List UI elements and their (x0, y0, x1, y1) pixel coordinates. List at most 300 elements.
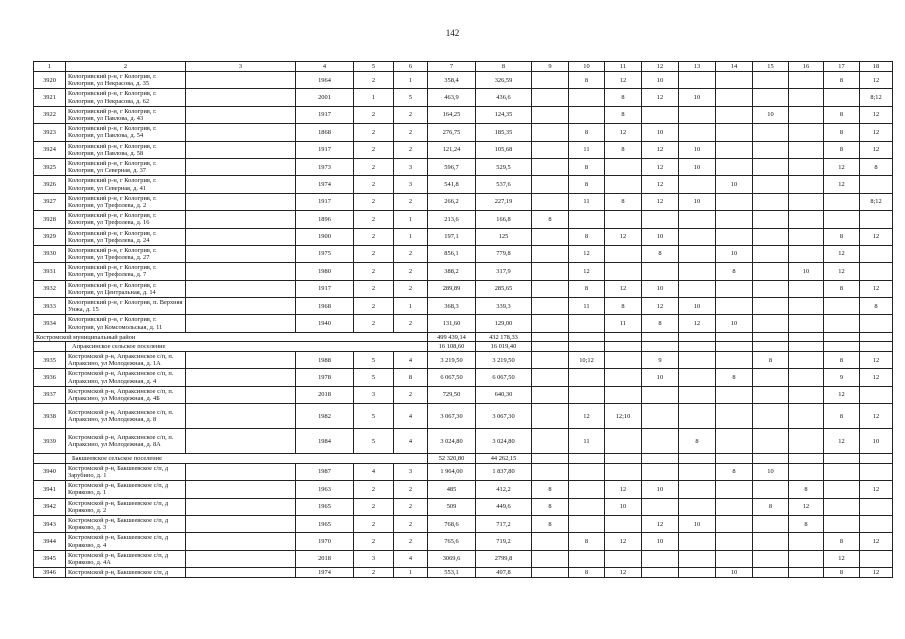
cell-c15 (753, 158, 789, 175)
cell-c12: 10 (642, 533, 679, 550)
row-number: 3935 (34, 352, 66, 369)
cell-floors: 2 (354, 280, 394, 297)
section-total-area: 16 108,60 (428, 342, 476, 352)
cell-c18: 8 (860, 298, 893, 315)
cell-c13: 8 (679, 429, 716, 454)
cell-c11: 12 (605, 72, 642, 89)
cell-c11 (605, 158, 642, 175)
cell-c18: 12 (860, 106, 893, 123)
cell-living: 339,3 (476, 298, 532, 315)
cell-c15 (753, 211, 789, 228)
empty-cell (186, 515, 296, 532)
table-row (34, 263, 893, 280)
cell-c16 (789, 568, 824, 578)
cell-c15 (753, 176, 789, 193)
cell-c12: 12 (642, 141, 679, 158)
empty-cell (532, 332, 569, 342)
cell-c15: 10 (753, 106, 789, 123)
cell-floors: 2 (354, 141, 394, 158)
cell-living: 6 067,50 (476, 369, 532, 386)
column-number: 16 (789, 62, 824, 72)
table-row (34, 89, 893, 106)
row-number: 3925 (34, 158, 66, 175)
cell-c18 (860, 498, 893, 515)
table-row (34, 72, 893, 89)
cell-c9 (532, 463, 569, 480)
cell-area: 541,8 (428, 176, 476, 193)
cell-c15 (753, 369, 789, 386)
cell-c15 (753, 263, 789, 280)
cell-entr: 1 (394, 568, 428, 578)
cell-living: 449,6 (476, 498, 532, 515)
cell-floors: 2 (354, 533, 394, 550)
address-cell: Костромской р-н, Бакшеевское с/п, д Зарубино, д. 1 (66, 463, 186, 480)
cell-year: 1900 (296, 228, 354, 245)
cell-c15 (753, 315, 789, 332)
cell-c14: 10 (716, 176, 753, 193)
cell-c10 (569, 106, 605, 123)
cell-c11 (605, 245, 642, 262)
cell-c14 (716, 89, 753, 106)
cell-c18: 12 (860, 141, 893, 158)
table-row (34, 176, 893, 193)
column-number: 7 (428, 62, 476, 72)
cell-c9 (532, 89, 569, 106)
cell-living: 412,2 (476, 481, 532, 498)
cell-c14 (716, 404, 753, 429)
row-number: 3927 (34, 193, 66, 210)
cell-c9 (532, 369, 569, 386)
cell-c17 (824, 211, 860, 228)
row-number: 3939 (34, 429, 66, 454)
cell-c17 (824, 498, 860, 515)
cell-c9 (532, 533, 569, 550)
cell-c14 (716, 106, 753, 123)
cell-c10: 8 (569, 72, 605, 89)
cell-c18 (860, 315, 893, 332)
empty-cell (186, 386, 296, 403)
cell-c16 (789, 141, 824, 158)
cell-c13 (679, 404, 716, 429)
cell-c17: 8 (824, 280, 860, 297)
section-row (34, 332, 893, 342)
cell-c10 (569, 211, 605, 228)
cell-entr: 3 (394, 158, 428, 175)
cell-c14 (716, 533, 753, 550)
section-row (34, 454, 893, 464)
row-number: 3932 (34, 280, 66, 297)
cell-year: 1970 (296, 533, 354, 550)
row-number: 3937 (34, 386, 66, 403)
cell-entr: 4 (394, 429, 428, 454)
cell-c11 (605, 463, 642, 480)
cell-c10 (569, 89, 605, 106)
cell-c18: 12 (860, 533, 893, 550)
cell-c16 (789, 106, 824, 123)
table-row (34, 463, 893, 480)
cell-c15 (753, 550, 789, 567)
cell-floors: 5 (354, 404, 394, 429)
cell-year: 1940 (296, 315, 354, 332)
cell-floors: 2 (354, 193, 394, 210)
row-number: 3923 (34, 124, 66, 141)
cell-c15: 8 (753, 498, 789, 515)
row-number: 3940 (34, 463, 66, 480)
cell-c11 (605, 369, 642, 386)
address-cell: Кологривский р-н, г Кологрив, г. Кологрив, ул Центральная, д. 14 (66, 280, 186, 297)
address-cell: Кологривский р-н, г Кологрив, п. Верхняя Унжа, д. 15 (66, 298, 186, 315)
cell-c13: 10 (679, 141, 716, 158)
cell-living: 3 067,30 (476, 404, 532, 429)
cell-c18 (860, 386, 893, 403)
cell-c14 (716, 429, 753, 454)
cell-floors: 2 (354, 298, 394, 315)
cell-c17: 8 (824, 352, 860, 369)
cell-c12: 10 (642, 228, 679, 245)
cell-area: 3 067,30 (428, 404, 476, 429)
cell-c11 (605, 352, 642, 369)
cell-c17: 8 (824, 72, 860, 89)
cell-c16 (789, 315, 824, 332)
cell-year: 2018 (296, 550, 354, 567)
cell-c13 (679, 550, 716, 567)
column-number: 2 (66, 62, 186, 72)
cell-c17: 8 (824, 404, 860, 429)
address-cell: Кологривский р-н, г Кологрив, г. Кологрив, ул Павлова, д. 43 (66, 106, 186, 123)
cell-c10: 11 (569, 429, 605, 454)
cell-c18: 8;12 (860, 193, 893, 210)
cell-year: 1968 (296, 298, 354, 315)
cell-c12 (642, 263, 679, 280)
cell-c17 (824, 315, 860, 332)
cell-c15 (753, 280, 789, 297)
cell-c14 (716, 228, 753, 245)
cell-area: 266,2 (428, 193, 476, 210)
cell-c11: 12 (605, 228, 642, 245)
cell-c16 (789, 429, 824, 454)
cell-c12 (642, 463, 679, 480)
cell-c12 (642, 386, 679, 403)
cell-area: 368,3 (428, 298, 476, 315)
cell-year: 1974 (296, 176, 354, 193)
cell-c13 (679, 106, 716, 123)
cell-c16: 8 (789, 515, 824, 532)
empty-cell (679, 454, 716, 464)
cell-c13 (679, 245, 716, 262)
cell-c9 (532, 352, 569, 369)
cell-entr: 2 (394, 124, 428, 141)
column-number: 12 (642, 62, 679, 72)
cell-living: 129,00 (476, 315, 532, 332)
cell-c13 (679, 498, 716, 515)
address-cell: Кологривский р-н, г Кологрив, г. Кологрив, ул Павлова, д. 58 (66, 141, 186, 158)
cell-c14 (716, 280, 753, 297)
cell-c15 (753, 481, 789, 498)
empty-cell (186, 550, 296, 567)
empty-cell (753, 332, 789, 342)
empty-cell (824, 454, 860, 464)
empty-cell (716, 454, 753, 464)
cell-c12: 10 (642, 280, 679, 297)
table-row (34, 124, 893, 141)
empty-cell (860, 342, 893, 352)
empty-cell (679, 332, 716, 342)
cell-year: 1965 (296, 515, 354, 532)
cell-c10: 12 (569, 245, 605, 262)
column-number: 9 (532, 62, 569, 72)
cell-c15 (753, 533, 789, 550)
cell-entr: 2 (394, 498, 428, 515)
empty-cell (186, 245, 296, 262)
cell-entr: 2 (394, 106, 428, 123)
cell-entr: 3 (394, 176, 428, 193)
cell-year: 1973 (296, 158, 354, 175)
cell-c18: 10 (860, 429, 893, 454)
cell-c16 (789, 228, 824, 245)
cell-living: 124,35 (476, 106, 532, 123)
cell-c14: 8 (716, 369, 753, 386)
cell-living: 436,6 (476, 89, 532, 106)
table-row (34, 228, 893, 245)
empty-cell (605, 454, 642, 464)
address-cell: Кологривский р-н, г Кологрив, г. Кологрив, ул Трефолева, д. 24 (66, 228, 186, 245)
address-cell: Костромской р-н, Бакшеевское с/п, д Коряково, д. 4 (66, 533, 186, 550)
empty-cell (569, 332, 605, 342)
cell-c11: 8 (605, 298, 642, 315)
cell-year: 1975 (296, 245, 354, 262)
address-cell: Кологривский р-н, г Кологрив, г. Кологрив, ул Павлова, д. 54 (66, 124, 186, 141)
cell-c9 (532, 404, 569, 429)
cell-c13 (679, 124, 716, 141)
cell-floors: 2 (354, 176, 394, 193)
cell-living: 185,35 (476, 124, 532, 141)
cell-living: 1 837,80 (476, 463, 532, 480)
cell-c14 (716, 515, 753, 532)
empty-cell (186, 72, 296, 89)
row-number: 3945 (34, 550, 66, 567)
cell-c18: 12 (860, 481, 893, 498)
address-cell: Костромской р-н, Апраксинское с/п, п. Апраксино, ул Молодежная, д. 4Б (66, 386, 186, 403)
empty-cell (186, 568, 296, 578)
cell-c10 (569, 481, 605, 498)
table-row (34, 568, 893, 578)
cell-c11 (605, 263, 642, 280)
cell-floors: 2 (354, 315, 394, 332)
column-number: 8 (476, 62, 532, 72)
cell-c15 (753, 404, 789, 429)
empty-cell (753, 342, 789, 352)
empty-cell (186, 498, 296, 515)
cell-entr: 1 (394, 228, 428, 245)
column-number: 13 (679, 62, 716, 72)
cell-c17: 12 (824, 550, 860, 567)
cell-c10: 11 (569, 141, 605, 158)
cell-c15 (753, 245, 789, 262)
cell-c12: 8 (642, 245, 679, 262)
cell-c15 (753, 193, 789, 210)
table-row (34, 211, 893, 228)
empty-cell (824, 342, 860, 352)
cell-c9 (532, 568, 569, 578)
cell-entr: 8 (394, 369, 428, 386)
cell-c16 (789, 245, 824, 262)
address-cell: Кологривский р-н, г Кологрив, г. Кологрив, ул Комсомольская, д. 11 (66, 315, 186, 332)
cell-c12: 10 (642, 369, 679, 386)
cell-c14 (716, 124, 753, 141)
cell-year: 2018 (296, 386, 354, 403)
cell-c9 (532, 429, 569, 454)
cell-area: 856,1 (428, 245, 476, 262)
empty-cell (34, 342, 66, 352)
cell-c12: 12 (642, 298, 679, 315)
cell-c12 (642, 550, 679, 567)
cell-c9: 8 (532, 211, 569, 228)
cell-c10 (569, 386, 605, 403)
cell-area: 3 219,50 (428, 352, 476, 369)
cell-c18: 8;12 (860, 89, 893, 106)
row-number: 3944 (34, 533, 66, 550)
cell-entr: 2 (394, 141, 428, 158)
cell-c17 (824, 298, 860, 315)
empty-cell (186, 369, 296, 386)
cell-floors: 2 (354, 124, 394, 141)
cell-c10: 11 (569, 298, 605, 315)
cell-c9: 8 (532, 498, 569, 515)
cell-c17: 12 (824, 429, 860, 454)
empty-cell (789, 342, 824, 352)
cell-c18: 12 (860, 352, 893, 369)
cell-c18: 12 (860, 369, 893, 386)
cell-c10 (569, 550, 605, 567)
cell-living: 779,8 (476, 245, 532, 262)
cell-year: 1988 (296, 352, 354, 369)
address-cell: Кологривский р-н, г Кологрив, г. Кологрив, ул Трефолева, д. 2 (66, 193, 186, 210)
cell-entr: 2 (394, 386, 428, 403)
cell-c13 (679, 72, 716, 89)
cell-year: 1982 (296, 404, 354, 429)
cell-c15 (753, 141, 789, 158)
cell-area: 131,60 (428, 315, 476, 332)
cell-c18 (860, 463, 893, 480)
section-total-area: 52 320,80 (428, 454, 476, 464)
cell-c9: 8 (532, 515, 569, 532)
section-total-area: 499 439,14 (428, 332, 476, 342)
table-row (34, 429, 893, 454)
cell-c18: 12 (860, 228, 893, 245)
table-row (34, 315, 893, 332)
cell-c14 (716, 550, 753, 567)
cell-c12: 12 (642, 89, 679, 106)
cell-c13: 10 (679, 298, 716, 315)
empty-cell (186, 352, 296, 369)
table-row (34, 352, 893, 369)
cell-year: 1896 (296, 211, 354, 228)
cell-floors: 2 (354, 498, 394, 515)
cell-c9 (532, 550, 569, 567)
cell-floors: 2 (354, 481, 394, 498)
cell-c17: 12 (824, 158, 860, 175)
cell-c14 (716, 481, 753, 498)
cell-c9 (532, 315, 569, 332)
cell-c18 (860, 176, 893, 193)
column-number: 18 (860, 62, 893, 72)
cell-living: 719,2 (476, 533, 532, 550)
row-number: 3933 (34, 298, 66, 315)
table-row (34, 158, 893, 175)
row-number: 3936 (34, 369, 66, 386)
cell-year: 1984 (296, 429, 354, 454)
cell-floors: 1 (354, 89, 394, 106)
section-total-living: 44 262,15 (476, 454, 532, 464)
cell-c14 (716, 141, 753, 158)
empty-cell (642, 332, 679, 342)
empty-cell (186, 176, 296, 193)
cell-c17: 8 (824, 533, 860, 550)
cell-c10: 8 (569, 568, 605, 578)
cell-year: 1987 (296, 463, 354, 480)
cell-c10 (569, 463, 605, 480)
cell-c17 (824, 481, 860, 498)
cell-entr: 1 (394, 298, 428, 315)
cell-c10: 8 (569, 176, 605, 193)
cell-entr: 2 (394, 193, 428, 210)
cell-entr: 4 (394, 404, 428, 429)
address-cell: Костромской р-н, Апраксинское с/п, п. Апраксино, ул Молодежная, д. 8 (66, 404, 186, 429)
cell-c11 (605, 386, 642, 403)
cell-c10: 8 (569, 228, 605, 245)
cell-entr: 3 (394, 463, 428, 480)
cell-c11: 12 (605, 124, 642, 141)
empty-cell (186, 193, 296, 210)
empty-cell (186, 463, 296, 480)
cell-c13 (679, 352, 716, 369)
empty-cell (716, 332, 753, 342)
cell-c16 (789, 158, 824, 175)
empty-cell (532, 342, 569, 352)
column-number: 17 (824, 62, 860, 72)
cell-floors: 3 (354, 550, 394, 567)
cell-floors: 5 (354, 352, 394, 369)
cell-c14 (716, 498, 753, 515)
column-number: 10 (569, 62, 605, 72)
row-number: 3929 (34, 228, 66, 245)
cell-area: 121,24 (428, 141, 476, 158)
cell-c16 (789, 124, 824, 141)
table-row (34, 369, 893, 386)
table-row (34, 280, 893, 297)
cell-area: 276,75 (428, 124, 476, 141)
cell-c10 (569, 369, 605, 386)
cell-c17: 8 (824, 228, 860, 245)
cell-area: 596,7 (428, 158, 476, 175)
cell-c11: 8 (605, 193, 642, 210)
empty-cell (34, 454, 66, 464)
cell-c14 (716, 298, 753, 315)
row-number: 3934 (34, 315, 66, 332)
empty-cell (569, 342, 605, 352)
cell-c12: 10 (642, 481, 679, 498)
cell-c11: 12 (605, 533, 642, 550)
cell-area: 765,6 (428, 533, 476, 550)
cell-c13 (679, 533, 716, 550)
table-row (34, 245, 893, 262)
cell-living: 537,6 (476, 176, 532, 193)
row-number: 3931 (34, 263, 66, 280)
cell-entr: 5 (394, 89, 428, 106)
page-number: 142 (445, 28, 460, 38)
cell-c10 (569, 498, 605, 515)
cell-c12: 9 (642, 352, 679, 369)
